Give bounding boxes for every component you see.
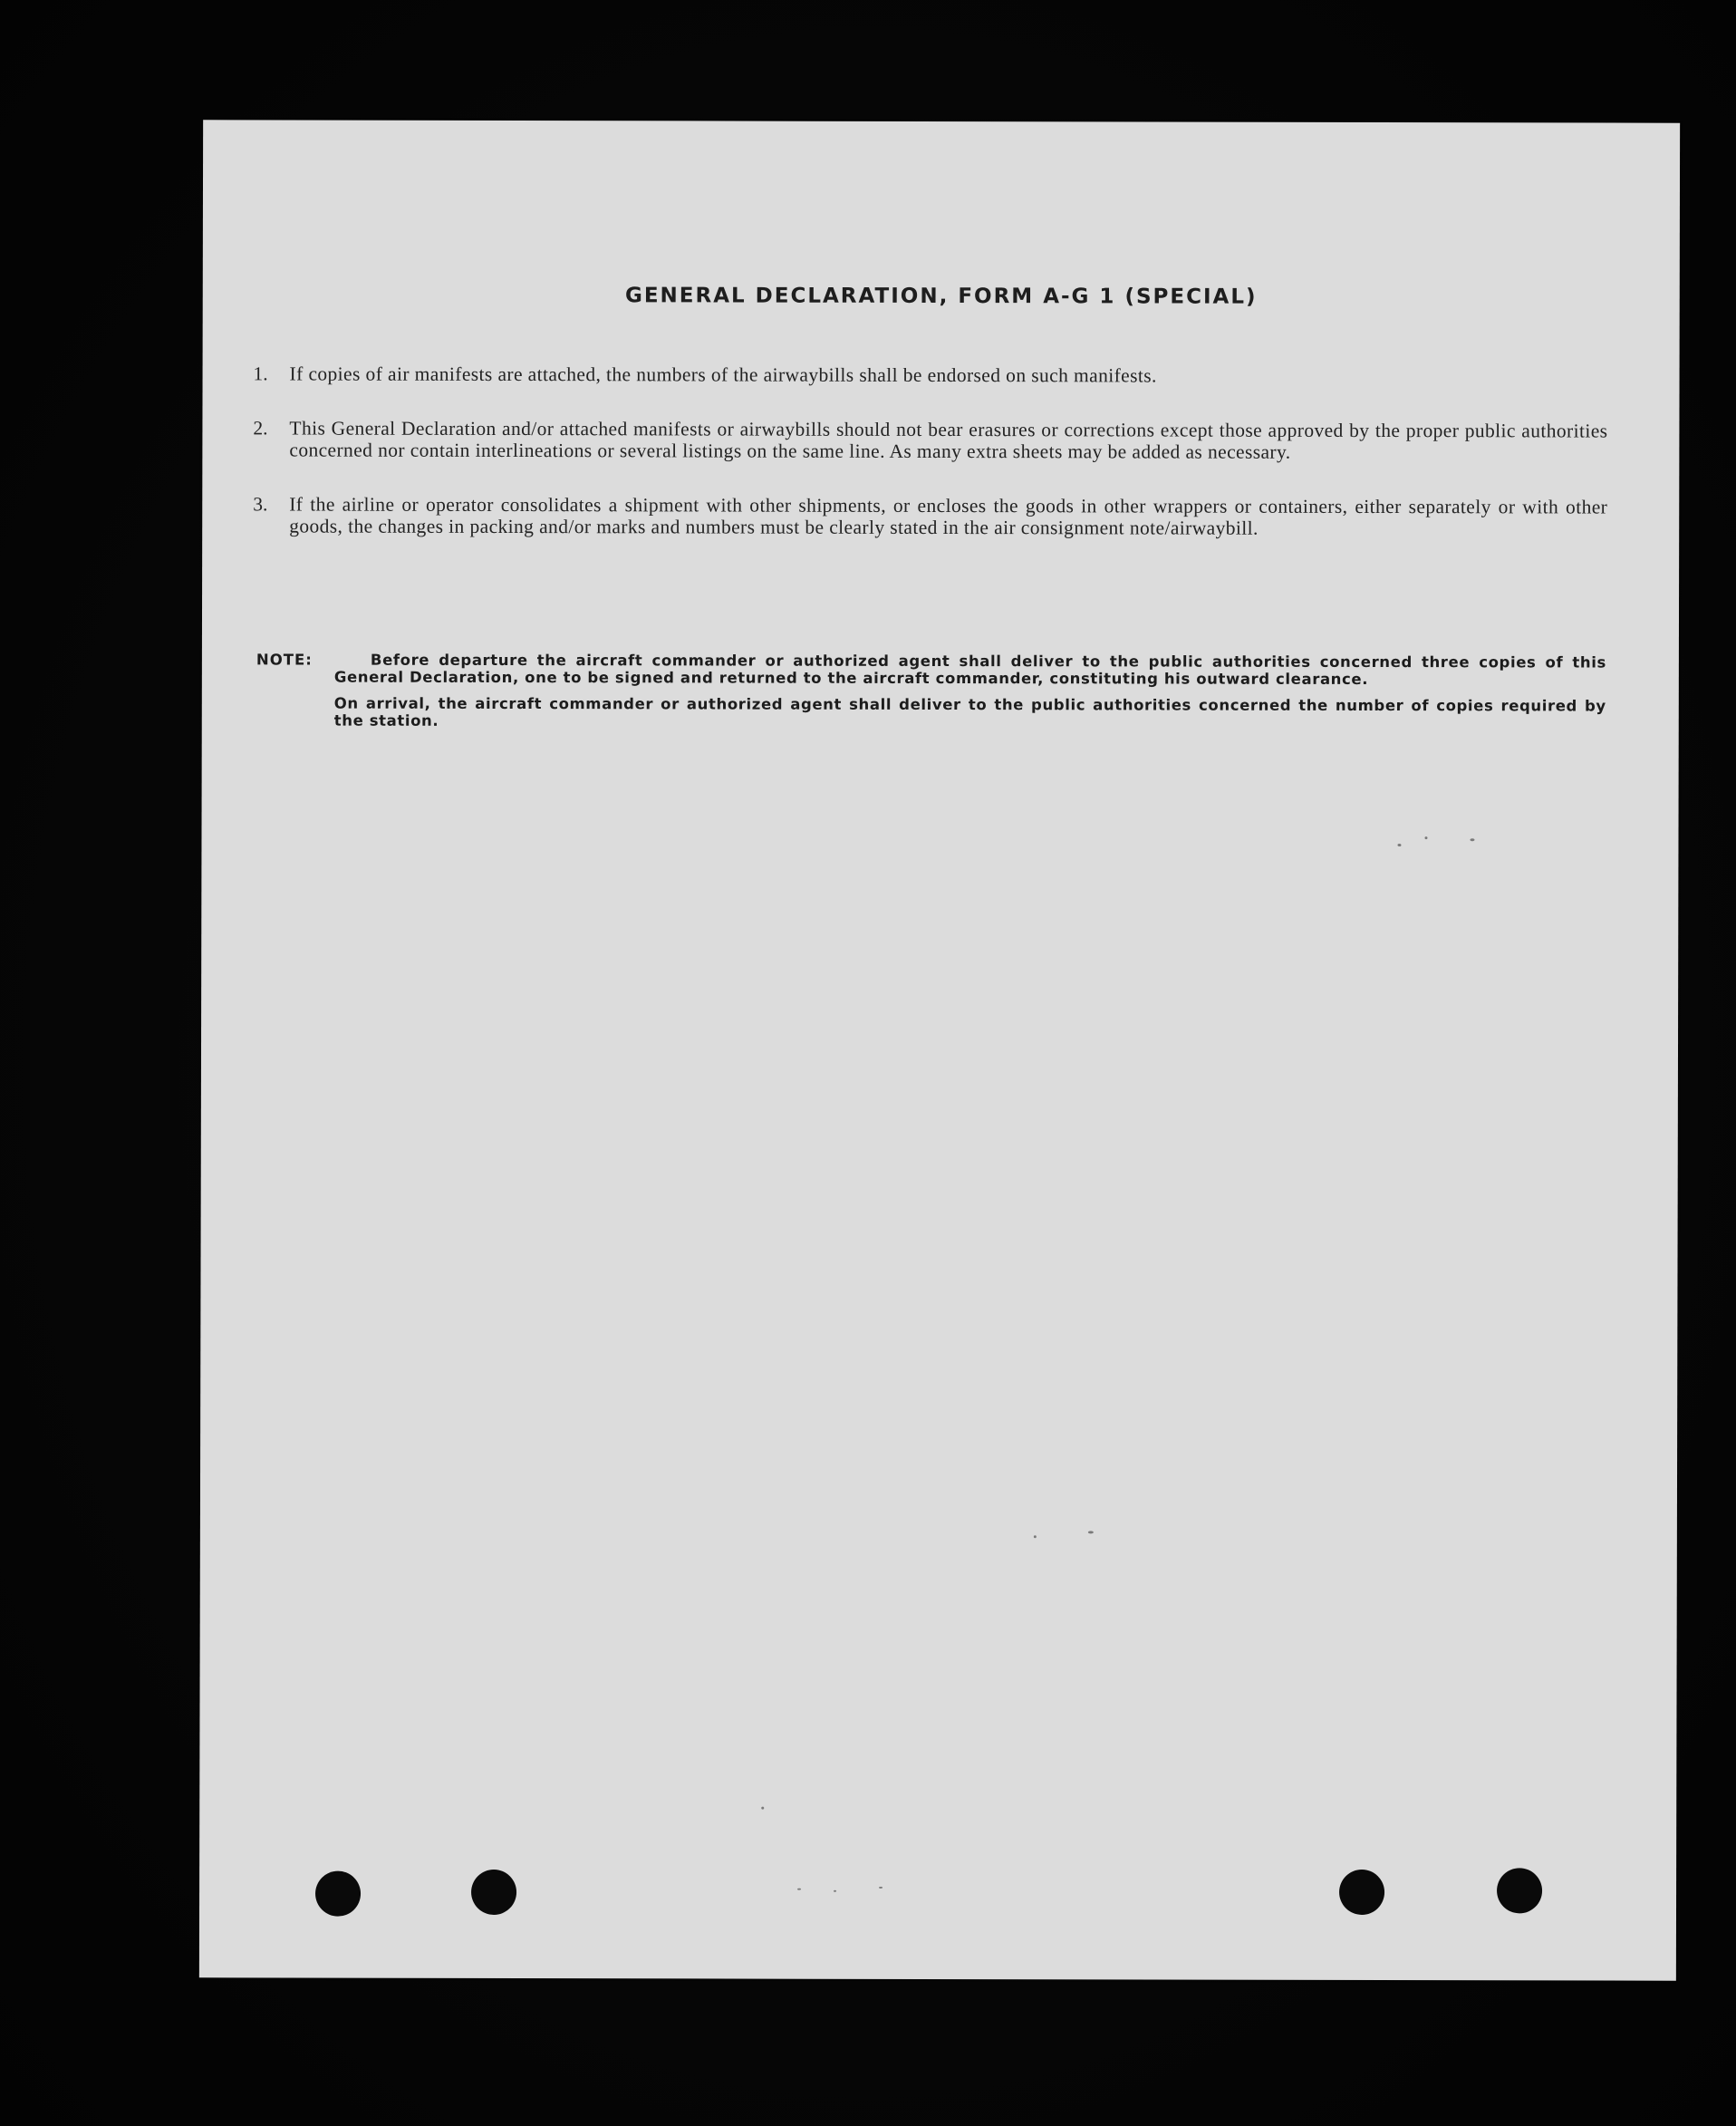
form-title: GENERAL DECLARATION, FORM A-G 1 (SPECIAL) bbox=[624, 284, 1258, 309]
scan-speck bbox=[834, 1890, 836, 1892]
scan-speck bbox=[1034, 1535, 1037, 1538]
instruction-text: This General Declaration and/or attached manifests or airwaybills should not bear erasures or corrections except those approved by the proper public authorities concerned nor contain interlineations or several listings on the same line. As many extra sheets may be added as necessary. bbox=[289, 417, 1608, 463]
note-paragraph-departure: Before departure the aircraft commander or authorized agent shall deliver to the public authorities concerned three copies of this General Declaration, one to be signed and returned to the aircraft commander, constituting his outward clearance. bbox=[333, 651, 1606, 688]
note-label: NOTE: bbox=[256, 651, 313, 669]
note-paragraph-arrival: On arrival, the aircraft commander or authorized agent shall deliver to the public authorities concerned the number of copies required by the station. bbox=[333, 694, 1606, 730]
instruction-item bbox=[253, 417, 1607, 463]
scan-speck bbox=[1088, 1531, 1094, 1533]
form-sheet-content bbox=[199, 120, 1680, 1980]
form-sheet bbox=[199, 120, 1680, 1980]
instruction-number: 2. bbox=[253, 417, 268, 440]
instruction-number: 3. bbox=[253, 493, 268, 516]
instruction-text: If copies of air manifests are attached, the numbers of the airwaybills shall be endorsed on such manifests. bbox=[289, 362, 1157, 387]
punch-hole bbox=[1339, 1870, 1384, 1915]
punch-hole bbox=[471, 1870, 516, 1915]
punch-hole bbox=[1497, 1868, 1542, 1913]
punch-hole bbox=[315, 1871, 361, 1917]
note-block bbox=[256, 651, 1606, 740]
scan-speck bbox=[1424, 836, 1427, 839]
scan-speck bbox=[797, 1889, 801, 1890]
instruction-item bbox=[254, 362, 1608, 387]
instruction-list bbox=[253, 362, 1607, 572]
instruction-text: If the airline or operator consolidates a shipment with other shipments, or encloses the goods in other wrappers or containers, either separately or with other goods, the changes in packing and/or marks and numbers must be clearly stated in the air consignment note/airwaybill. bbox=[289, 493, 1608, 539]
scan-speck bbox=[1397, 844, 1401, 846]
instruction-item bbox=[253, 493, 1607, 539]
scan-speck bbox=[879, 1887, 882, 1889]
scan-speck bbox=[1470, 838, 1474, 841]
scan-speck bbox=[761, 1807, 764, 1810]
instruction-number: 1. bbox=[253, 362, 268, 385]
